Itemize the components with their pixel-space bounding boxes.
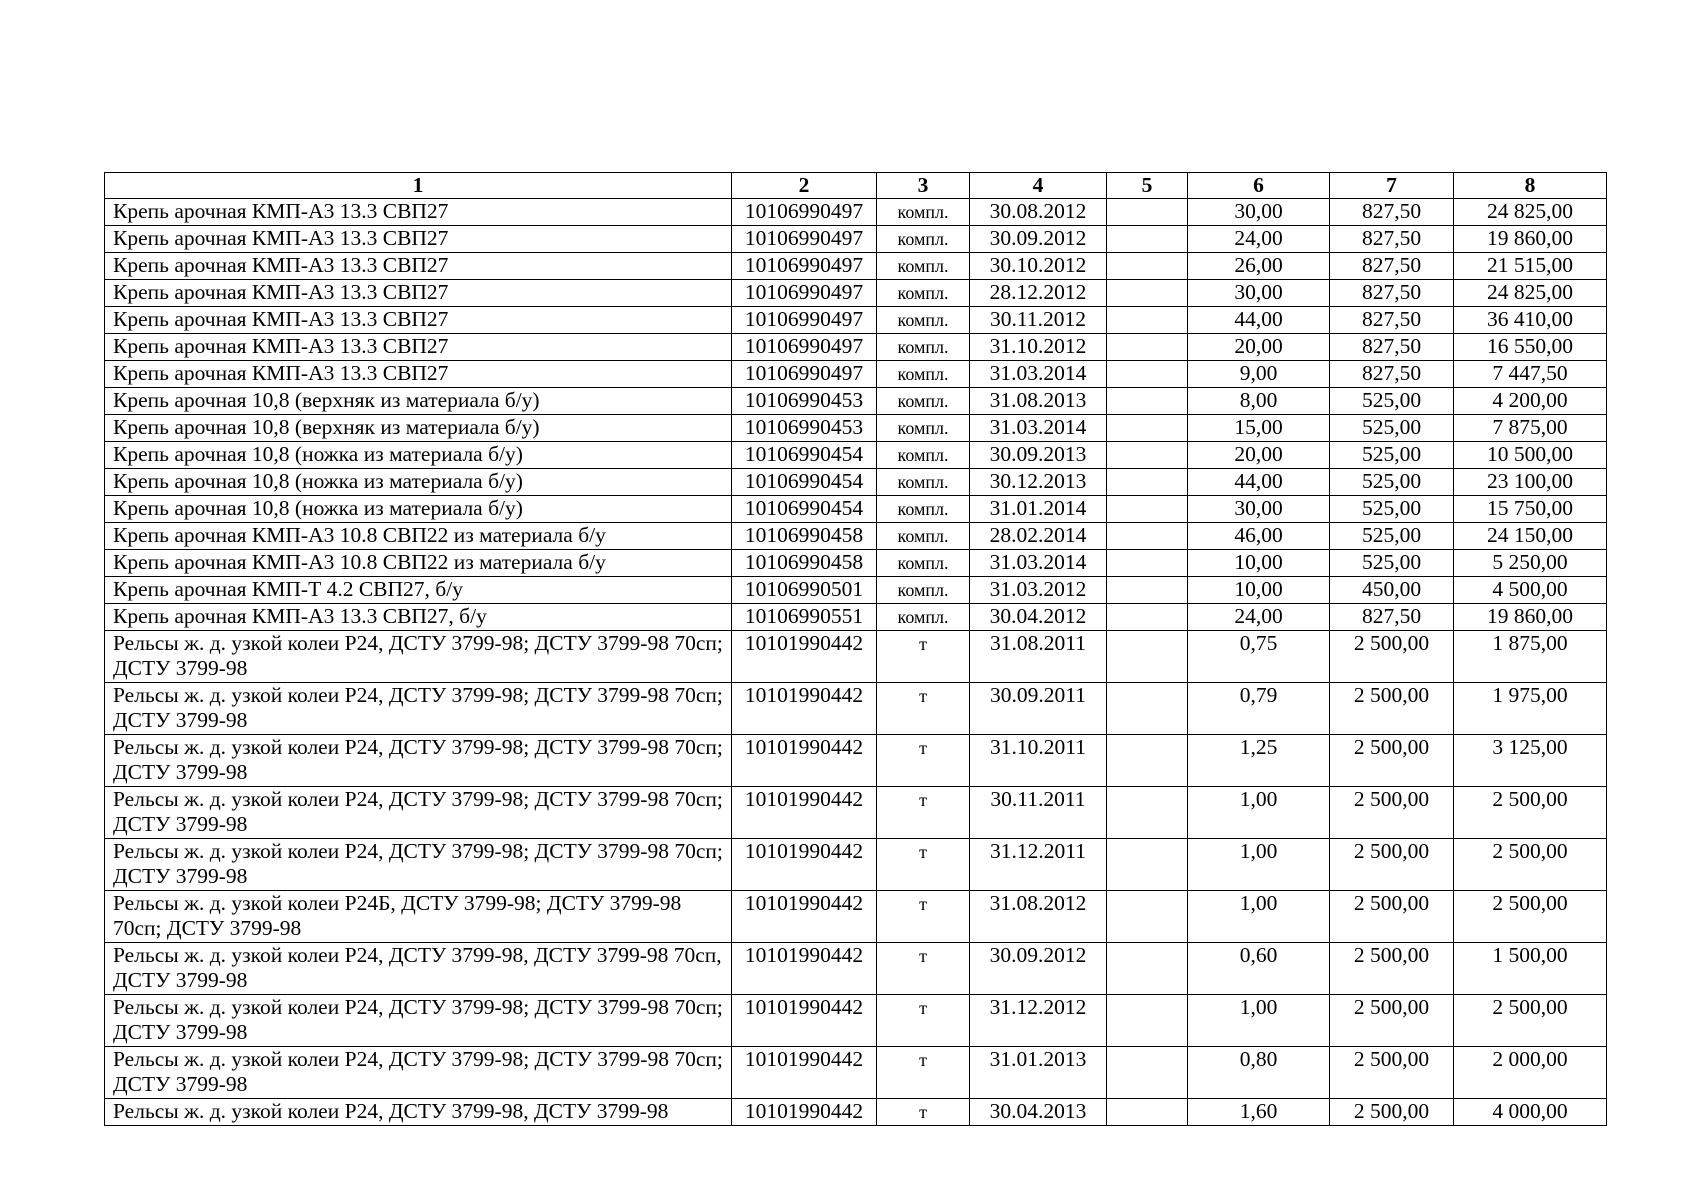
price-cell: 827,50 [1330,226,1454,253]
column-5-cell [1107,469,1188,496]
date-cell: 30.11.2012 [970,307,1107,334]
sum-cell: 5 250,00 [1454,550,1607,577]
table-row [105,280,1607,307]
item-name-cell: Рельсы ж. д. узкой колеи Р24, ДСТУ 3799-98, ДСТУ 3799-98 70сп, ДСТУ 3799-98 [105,943,732,995]
sum-cell: 1 975,00 [1454,683,1607,735]
item-name-cell: Крепь арочная 10,8 (ножка из материала б/у) [105,442,732,469]
unit-cell: компл. [877,604,970,631]
item-code-cell: 10101990442 [732,995,877,1047]
item-code-cell: 10101990442 [732,1099,877,1126]
column-5-cell [1107,631,1188,683]
price-cell: 525,00 [1330,469,1454,496]
table-row [105,253,1607,280]
quantity-cell: 9,00 [1188,361,1330,388]
price-cell: 827,50 [1330,334,1454,361]
sum-cell: 23 100,00 [1454,469,1607,496]
inventory-table [104,172,1607,1126]
price-cell: 2 500,00 [1330,839,1454,891]
unit-cell: компл. [877,442,970,469]
price-cell: 2 500,00 [1330,683,1454,735]
quantity-cell: 0,79 [1188,683,1330,735]
column-5-cell [1107,891,1188,943]
price-cell: 2 500,00 [1330,735,1454,787]
quantity-cell: 30,00 [1188,496,1330,523]
date-cell: 30.09.2012 [970,943,1107,995]
date-cell: 31.12.2011 [970,839,1107,891]
item-name-cell: Крепь арочная 10,8 (ножка из материала б/у) [105,496,732,523]
price-cell: 2 500,00 [1330,891,1454,943]
item-name-cell: Крепь арочная 10,8 (верхняк из материала б/у) [105,388,732,415]
column-5-cell [1107,683,1188,735]
column-5-cell [1107,735,1188,787]
unit-cell: компл. [877,334,970,361]
item-name-cell: Рельсы ж. д. узкой колеи Р24, ДСТУ 3799-98; ДСТУ 3799-98 70сп; ДСТУ 3799-98 [105,683,732,735]
sum-cell: 2 500,00 [1454,787,1607,839]
unit-cell: компл. [877,550,970,577]
unit-cell: т [877,787,970,839]
date-cell: 31.08.2012 [970,891,1107,943]
item-name-cell: Рельсы ж. д. узкой колеи Р24Б, ДСТУ 3799-98; ДСТУ 3799-98 70сп; ДСТУ 3799-98 [105,891,732,943]
column-header: 8 [1454,173,1607,199]
unit-cell: т [877,1047,970,1099]
table-row [105,226,1607,253]
date-cell: 30.11.2011 [970,787,1107,839]
quantity-cell: 15,00 [1188,415,1330,442]
date-cell: 31.10.2012 [970,334,1107,361]
table-row [105,388,1607,415]
sum-cell: 21 515,00 [1454,253,1607,280]
date-cell: 31.12.2012 [970,995,1107,1047]
price-cell: 525,00 [1330,415,1454,442]
date-cell: 28.02.2014 [970,523,1107,550]
price-cell: 2 500,00 [1330,995,1454,1047]
price-cell: 2 500,00 [1330,1047,1454,1099]
sum-cell: 4 200,00 [1454,388,1607,415]
column-header: 2 [732,173,877,199]
quantity-cell: 10,00 [1188,550,1330,577]
price-cell: 450,00 [1330,577,1454,604]
price-cell: 525,00 [1330,388,1454,415]
item-name-cell: Крепь арочная КМП-А3 13.3 СВП27 [105,334,732,361]
quantity-cell: 1,25 [1188,735,1330,787]
sum-cell: 2 000,00 [1454,1047,1607,1099]
table-row [105,415,1607,442]
item-name-cell: Крепь арочная КМП-А3 13.3 СВП27 [105,253,732,280]
sum-cell: 4 500,00 [1454,577,1607,604]
item-code-cell: 10106990497 [732,199,877,226]
unit-cell: компл. [877,523,970,550]
date-cell: 31.08.2011 [970,631,1107,683]
item-code-cell: 10106990497 [732,334,877,361]
column-5-cell [1107,604,1188,631]
column-5-cell [1107,550,1188,577]
item-name-cell: Рельсы ж. д. узкой колеи Р24, ДСТУ 3799-98; ДСТУ 3799-98 70сп; ДСТУ 3799-98 [105,1047,732,1099]
item-name-cell: Рельсы ж. д. узкой колеи Р24, ДСТУ 3799-98; ДСТУ 3799-98 70сп; ДСТУ 3799-98 [105,995,732,1047]
column-5-cell [1107,523,1188,550]
quantity-cell: 1,00 [1188,839,1330,891]
unit-cell: компл. [877,280,970,307]
item-code-cell: 10106990497 [732,253,877,280]
date-cell: 30.09.2013 [970,442,1107,469]
item-name-cell: Рельсы ж. д. узкой колеи Р24, ДСТУ 3799-98; ДСТУ 3799-98 70сп; ДСТУ 3799-98 [105,735,732,787]
item-code-cell: 10106990551 [732,604,877,631]
table-row [105,334,1607,361]
quantity-cell: 20,00 [1188,334,1330,361]
item-code-cell: 10101990442 [732,891,877,943]
sum-cell: 7 875,00 [1454,415,1607,442]
table-row [105,631,1607,683]
price-cell: 827,50 [1330,604,1454,631]
column-header: 3 [877,173,970,199]
date-cell: 30.04.2012 [970,604,1107,631]
item-name-cell: Крепь арочная КМП-А3 13.3 СВП27, б/у [105,604,732,631]
sum-cell: 19 860,00 [1454,604,1607,631]
price-cell: 525,00 [1330,523,1454,550]
quantity-cell: 1,00 [1188,995,1330,1047]
item-code-cell: 10106990454 [732,469,877,496]
column-5-cell [1107,253,1188,280]
sum-cell: 24 825,00 [1454,199,1607,226]
sum-cell: 15 750,00 [1454,496,1607,523]
item-name-cell: Рельсы ж. д. узкой колеи Р24, ДСТУ 3799-98; ДСТУ 3799-98 70сп; ДСТУ 3799-98 [105,787,732,839]
item-name-cell: Рельсы ж. д. узкой колеи Р24, ДСТУ 3799-98; ДСТУ 3799-98 70сп; ДСТУ 3799-98 [105,631,732,683]
unit-cell: компл. [877,226,970,253]
unit-cell: компл. [877,388,970,415]
item-name-cell: Крепь арочная КМП-А3 13.3 СВП27 [105,226,732,253]
item-code-cell: 10106990501 [732,577,877,604]
column-5-cell [1107,995,1188,1047]
table-row [105,1099,1607,1126]
column-5-cell [1107,442,1188,469]
item-code-cell: 10106990453 [732,415,877,442]
quantity-cell: 46,00 [1188,523,1330,550]
date-cell: 30.09.2011 [970,683,1107,735]
column-5-cell [1107,577,1188,604]
quantity-cell: 24,00 [1188,604,1330,631]
quantity-cell: 30,00 [1188,199,1330,226]
column-5-cell [1107,361,1188,388]
unit-cell: компл. [877,415,970,442]
unit-cell: компл. [877,469,970,496]
unit-cell: компл. [877,307,970,334]
quantity-cell: 0,60 [1188,943,1330,995]
table-row [105,604,1607,631]
item-code-cell: 10101990442 [732,943,877,995]
quantity-cell: 44,00 [1188,307,1330,334]
sum-cell: 16 550,00 [1454,334,1607,361]
unit-cell: т [877,631,970,683]
date-cell: 31.01.2013 [970,1047,1107,1099]
date-cell: 31.03.2014 [970,361,1107,388]
item-name-cell: Крепь арочная 10,8 (верхняк из материала б/у) [105,415,732,442]
item-name-cell: Крепь арочная КМП-Т 4.2 СВП27, б/у [105,577,732,604]
quantity-cell: 1,60 [1188,1099,1330,1126]
column-5-cell [1107,307,1188,334]
price-cell: 827,50 [1330,280,1454,307]
unit-cell: т [877,943,970,995]
price-cell: 2 500,00 [1330,631,1454,683]
column-5-cell [1107,839,1188,891]
quantity-cell: 10,00 [1188,577,1330,604]
table-row [105,469,1607,496]
table-row [105,735,1607,787]
table-row [105,1047,1607,1099]
item-name-cell: Крепь арочная КМП-А3 13.3 СВП27 [105,199,732,226]
table-row [105,891,1607,943]
item-code-cell: 10101990442 [732,631,877,683]
sum-cell: 1 875,00 [1454,631,1607,683]
unit-cell: т [877,995,970,1047]
price-cell: 525,00 [1330,496,1454,523]
item-code-cell: 10101990442 [732,735,877,787]
item-code-cell: 10106990497 [732,307,877,334]
item-name-cell: Крепь арочная 10,8 (ножка из материала б/у) [105,469,732,496]
table-row [105,577,1607,604]
column-5-cell [1107,226,1188,253]
price-cell: 2 500,00 [1330,943,1454,995]
price-cell: 2 500,00 [1330,787,1454,839]
item-name-cell: Крепь арочная КМП-А3 13.3 СВП27 [105,361,732,388]
column-header: 7 [1330,173,1454,199]
item-code-cell: 10106990458 [732,550,877,577]
item-name-cell: Рельсы ж. д. узкой колеи Р24, ДСТУ 3799-98, ДСТУ 3799-98 [105,1099,732,1126]
table-row [105,943,1607,995]
column-header: 4 [970,173,1107,199]
quantity-cell: 20,00 [1188,442,1330,469]
column-5-cell [1107,1047,1188,1099]
sum-cell: 1 500,00 [1454,943,1607,995]
price-cell: 2 500,00 [1330,1099,1454,1126]
unit-cell: компл. [877,361,970,388]
item-code-cell: 10101990442 [732,1047,877,1099]
table-row [105,442,1607,469]
price-cell: 827,50 [1330,361,1454,388]
table-row [105,787,1607,839]
item-code-cell: 10106990454 [732,442,877,469]
date-cell: 28.12.2012 [970,280,1107,307]
column-5-cell [1107,496,1188,523]
item-code-cell: 10106990454 [732,496,877,523]
item-name-cell: Крепь арочная КМП-А3 13.3 СВП27 [105,280,732,307]
item-code-cell: 10106990497 [732,226,877,253]
column-5-cell [1107,1099,1188,1126]
price-cell: 525,00 [1330,442,1454,469]
unit-cell: т [877,839,970,891]
date-cell: 30.09.2012 [970,226,1107,253]
quantity-cell: 24,00 [1188,226,1330,253]
item-code-cell: 10106990453 [732,388,877,415]
sum-cell: 2 500,00 [1454,891,1607,943]
item-name-cell: Крепь арочная КМП-А3 10.8 СВП22 из материала б/у [105,550,732,577]
table-row [105,995,1607,1047]
column-5-cell [1107,787,1188,839]
sum-cell: 24 150,00 [1454,523,1607,550]
quantity-cell: 1,00 [1188,891,1330,943]
date-cell: 31.03.2012 [970,577,1107,604]
sum-cell: 4 000,00 [1454,1099,1607,1126]
table-row [105,839,1607,891]
unit-cell: компл. [877,577,970,604]
price-cell: 525,00 [1330,550,1454,577]
quantity-cell: 8,00 [1188,388,1330,415]
column-5-cell [1107,199,1188,226]
table-row [105,523,1607,550]
table-row [105,683,1607,735]
quantity-cell: 0,75 [1188,631,1330,683]
sum-cell: 7 447,50 [1454,361,1607,388]
unit-cell: т [877,683,970,735]
sum-cell: 19 860,00 [1454,226,1607,253]
column-header: 1 [105,173,732,199]
unit-cell: компл. [877,496,970,523]
item-name-cell: Рельсы ж. д. узкой колеи Р24, ДСТУ 3799-98; ДСТУ 3799-98 70сп; ДСТУ 3799-98 [105,839,732,891]
date-cell: 30.04.2013 [970,1099,1107,1126]
unit-cell: т [877,735,970,787]
date-cell: 31.10.2011 [970,735,1107,787]
item-name-cell: Крепь арочная КМП-А3 13.3 СВП27 [105,307,732,334]
price-cell: 827,50 [1330,307,1454,334]
quantity-cell: 30,00 [1188,280,1330,307]
date-cell: 31.03.2014 [970,550,1107,577]
date-cell: 31.01.2014 [970,496,1107,523]
date-cell: 30.12.2013 [970,469,1107,496]
sum-cell: 36 410,00 [1454,307,1607,334]
column-5-cell [1107,943,1188,995]
item-code-cell: 10106990497 [732,361,877,388]
unit-cell: т [877,1099,970,1126]
table-row [105,550,1607,577]
table-row [105,496,1607,523]
price-cell: 827,50 [1330,199,1454,226]
table-row [105,361,1607,388]
table-header-row [105,173,1607,199]
quantity-cell: 1,00 [1188,787,1330,839]
price-cell: 827,50 [1330,253,1454,280]
item-code-cell: 10106990458 [732,523,877,550]
unit-cell: компл. [877,199,970,226]
sum-cell: 3 125,00 [1454,735,1607,787]
column-header: 5 [1107,173,1188,199]
date-cell: 30.10.2012 [970,253,1107,280]
column-5-cell [1107,334,1188,361]
item-name-cell: Крепь арочная КМП-А3 10.8 СВП22 из материала б/у [105,523,732,550]
unit-cell: т [877,891,970,943]
item-code-cell: 10106990497 [732,280,877,307]
item-code-cell: 10101990442 [732,839,877,891]
quantity-cell: 26,00 [1188,253,1330,280]
date-cell: 31.03.2014 [970,415,1107,442]
sum-cell: 10 500,00 [1454,442,1607,469]
quantity-cell: 0,80 [1188,1047,1330,1099]
table-body [105,199,1607,1126]
date-cell: 31.08.2013 [970,388,1107,415]
date-cell: 30.08.2012 [970,199,1107,226]
item-code-cell: 10101990442 [732,787,877,839]
quantity-cell: 44,00 [1188,469,1330,496]
sum-cell: 2 500,00 [1454,995,1607,1047]
sum-cell: 24 825,00 [1454,280,1607,307]
unit-cell: компл. [877,253,970,280]
sum-cell: 2 500,00 [1454,839,1607,891]
table-row [105,307,1607,334]
column-5-cell [1107,280,1188,307]
column-5-cell [1107,415,1188,442]
item-code-cell: 10101990442 [732,683,877,735]
table-row [105,199,1607,226]
column-5-cell [1107,388,1188,415]
column-header: 6 [1188,173,1330,199]
